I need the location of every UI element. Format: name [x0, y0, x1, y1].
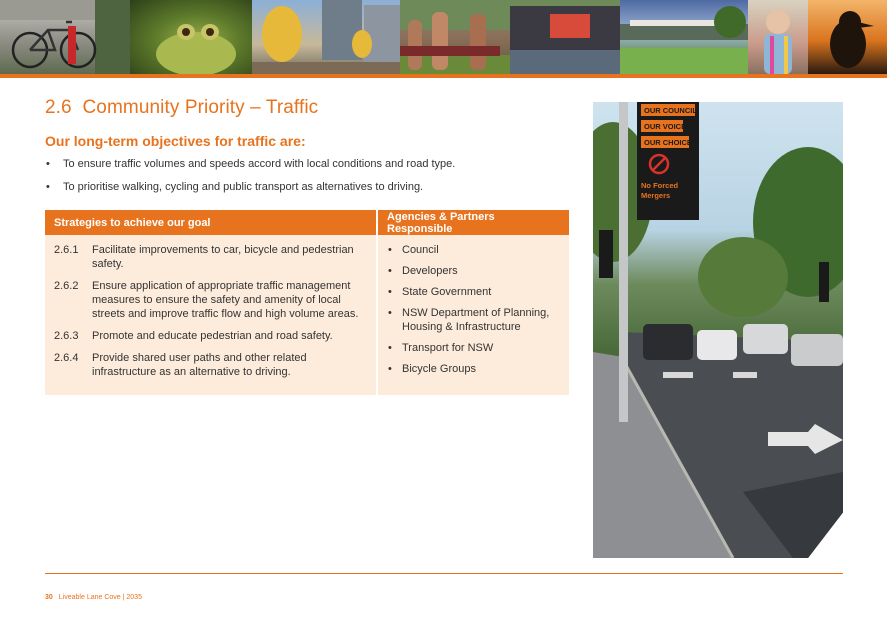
amphitheatre-photo [620, 0, 748, 74]
bicycle-photo [0, 0, 130, 74]
agencies-cell [378, 235, 569, 395]
banner-line-2: OUR VOICE [644, 122, 687, 131]
agency-item: • Council [387, 243, 560, 257]
banner-line-3: OUR CHOICE [644, 138, 692, 147]
footer-rule [45, 573, 843, 574]
section-title [45, 97, 318, 119]
strategy-text: Provide shared user paths and other related infrastructure as an alternative to driving. [92, 352, 307, 378]
strategy-item [54, 279, 367, 321]
strategies-cell [45, 235, 378, 395]
street-photo [593, 102, 843, 558]
agency-item: • Transport for NSW [387, 341, 560, 355]
strategy-item [54, 351, 367, 379]
strategy-number: 2.6.1 [54, 244, 79, 256]
header-photo-strip [0, 0, 887, 74]
strategy-item [54, 243, 367, 271]
strategy-text: Facilitate improvements to car, bicycle and pedestrian safety. [92, 244, 354, 270]
child-photo [748, 0, 808, 74]
strategy-number: 2.6.4 [54, 352, 79, 364]
objective-item: • To prioritise walking, cycling and public transport as alternatives to driving. [45, 180, 565, 194]
agencies-header: Agencies & Partners Responsible [378, 210, 569, 235]
document-title: Liveable Lane Cove | 2035 [58, 594, 142, 601]
strategy-number: 2.6.3 [54, 330, 79, 342]
agency-item: • NSW Department of Planning, Housing & Infrastructure [387, 306, 560, 334]
header-accent-line [0, 74, 887, 78]
objectives-list [45, 157, 565, 203]
page-footer [45, 594, 142, 601]
banner-line-5: Mergers [641, 191, 671, 200]
frog-photo [130, 0, 252, 74]
page-number: 30 [45, 594, 53, 601]
section-title-text: Community Priority – Traffic [82, 97, 319, 118]
agency-item: • Developers [387, 264, 560, 278]
strategies-header: Strategies to achieve our goal [45, 210, 378, 235]
banner-line-4: No Forced [641, 181, 679, 190]
strategy-number: 2.6.2 [54, 280, 79, 292]
banner-line-1: OUR COUNCIL [644, 106, 697, 115]
agency-item: • State Government [387, 285, 560, 299]
strategy-table [45, 210, 569, 395]
section-number: 2.6 [45, 97, 72, 118]
strategy-text: Promote and educate pedestrian and road safety. [92, 330, 333, 342]
sculpture-photo [252, 0, 400, 74]
dancers-photo [400, 0, 620, 74]
strategy-item [54, 329, 367, 343]
objectives-heading: Our long-term objectives for traffic are: [45, 133, 306, 149]
agencies-list [387, 243, 560, 376]
strategy-text: Ensure application of appropriate traffic management measures to ensure the safety and amenity of local streets and improve traffic flow and high volume areas. [92, 280, 359, 320]
agency-item: • Bicycle Groups [387, 362, 560, 376]
objective-item: • To ensure traffic volumes and speeds accord with local conditions and road type. [45, 157, 565, 171]
kookaburra-photo [808, 0, 887, 74]
